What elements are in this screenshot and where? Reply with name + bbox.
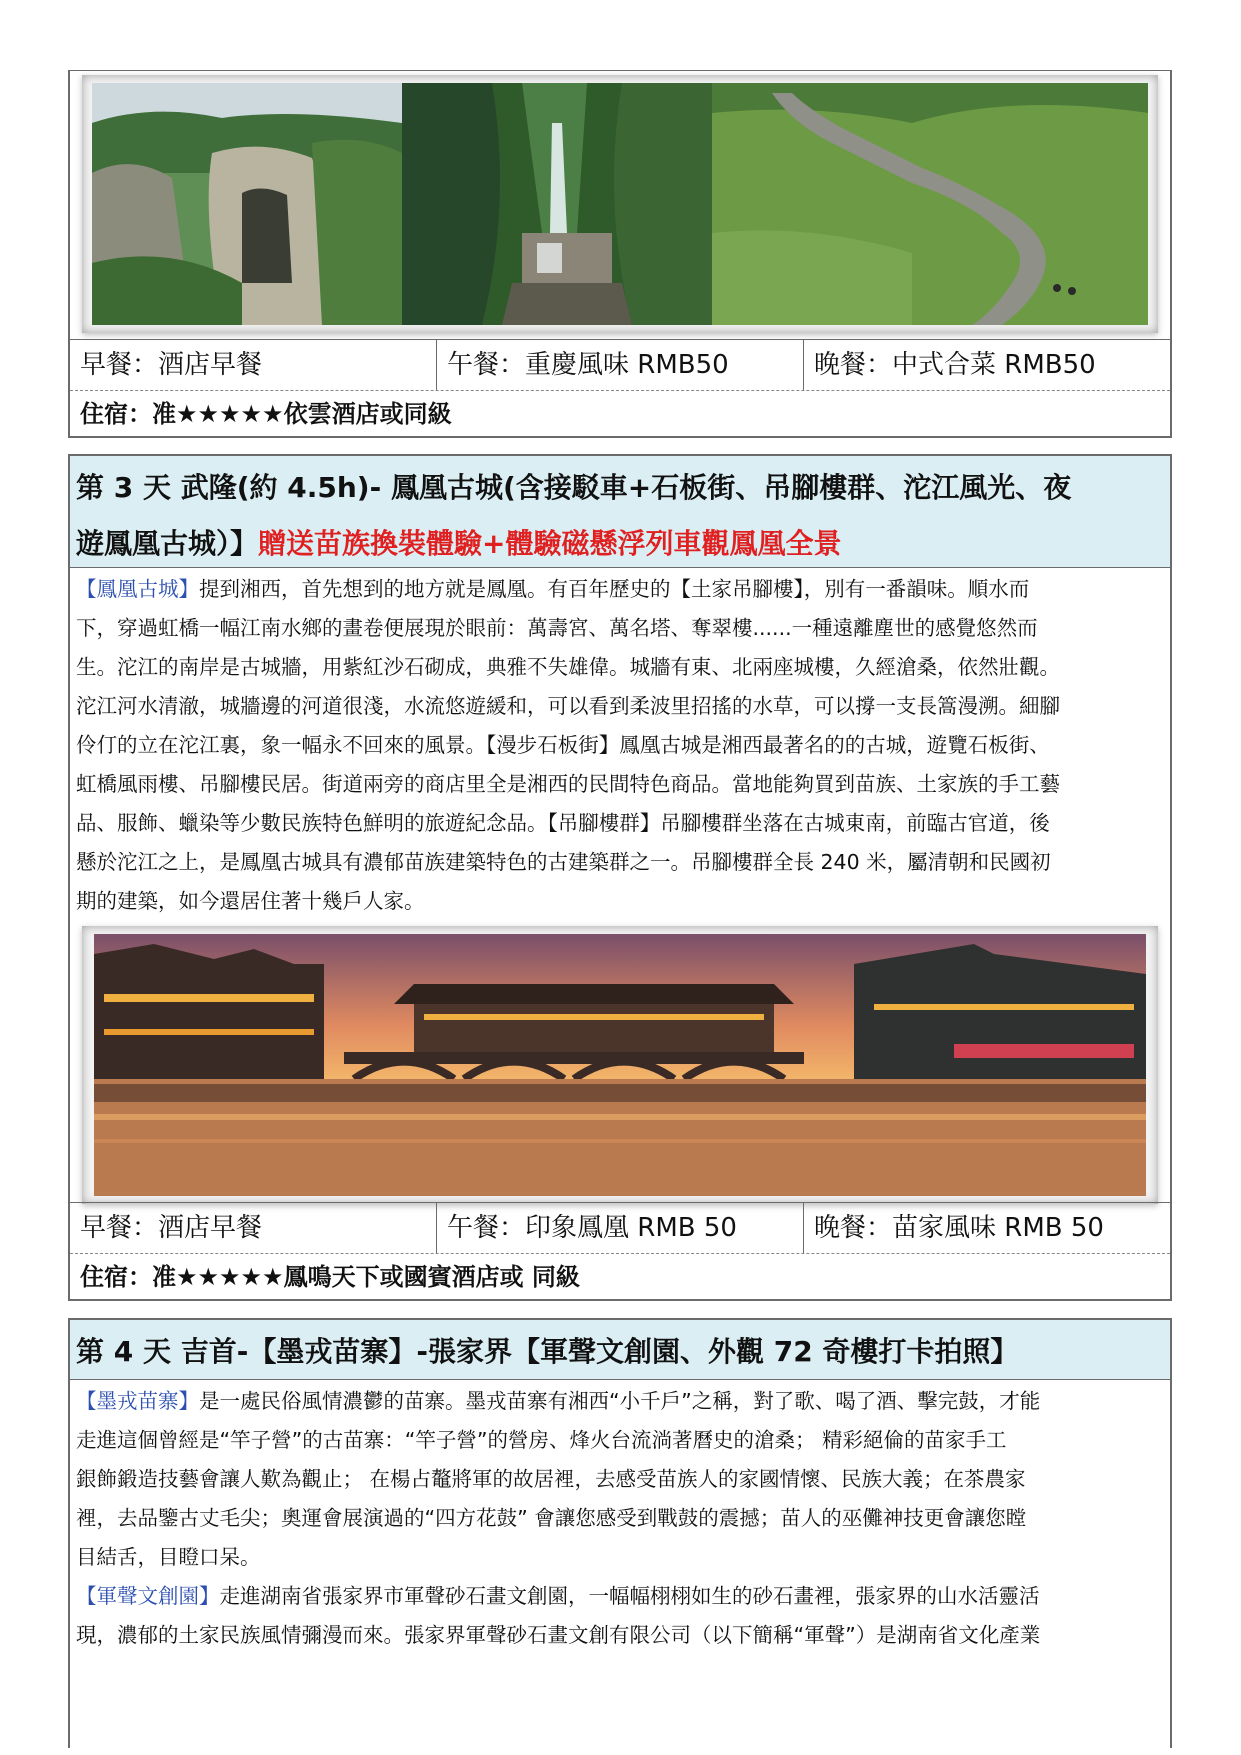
day2-accommodation: 住宿：准★★★★★依雲酒店或同級 xyxy=(80,400,452,428)
photo-canyon-waterfall xyxy=(402,83,712,325)
day4-line: 銀飾鍛造技藝會讓人歎為觀止； 在楊占鼇將軍的故居裡，去感受苗族人的家國情懷、民族大義；在茶農家 xyxy=(76,1467,1026,1491)
day2-photo-strip xyxy=(82,75,1158,333)
day3-line: 期的建築，如今還居住著十幾戶人家。 xyxy=(76,889,425,913)
day3-dinner: 晚餐：苗家風味 RMB 50 xyxy=(814,1213,1104,1243)
day3-title-gift: 贈送苗族換裝體驗+體驗磁懸浮列車觀鳳凰全景 xyxy=(258,527,842,560)
day4-header xyxy=(70,1320,1170,1380)
day3-title-line2 xyxy=(76,516,1164,572)
day3-photo-phoenix-night xyxy=(82,926,1158,1204)
day4-line: 走進這個曾經是“竿子營”的古苗寨：“竿子營”的營房、烽火台流淌著曆史的滄桑； 精彩絕倫的苗家手工 xyxy=(76,1428,1007,1452)
day2-lunch: 午餐：重慶風味 RMB50 xyxy=(437,340,804,390)
day2-meals-row xyxy=(70,339,1170,391)
day2-dinner: 晚餐：中式合菜 RMB50 xyxy=(814,350,1096,380)
tag-junsheng-creative-park: 【軍聲文創園】 xyxy=(76,1584,220,1608)
day3-breakfast: 早餐：酒店早餐 xyxy=(70,1203,437,1253)
day3-header xyxy=(70,456,1170,568)
day4-line: 現，濃郁的土家民族風情彌漫而來。張家界軍聲砂石畫文創有限公司（以下簡稱“軍聲”）是湖南省文化產業 xyxy=(76,1623,1041,1647)
day3-line: 沱江河水清澈，城牆邊的河道很淺，水流悠遊緩和，可以看到柔波里招搖的水草，可以撐一支長篙漫溯。細腳 xyxy=(76,694,1060,718)
photo-grassland-road xyxy=(712,83,1148,325)
tag-morong-miao-village: 【墨戎苗寨】 xyxy=(76,1389,199,1413)
day4-title: 第 4 天 吉首-【墨戎苗寨】-張家界【軍聲文創園、外觀 72 奇樓打卡拍照】 xyxy=(76,1335,1019,1368)
day3-line: 【鳳凰古城】提到湘西，首先想到的地方就是鳳凰。有百年歷史的【土家吊腳樓】，別有一番韻味。順水而 xyxy=(76,577,1030,601)
day4-line: 【墨戎苗寨】是一處民俗風情濃鬱的苗寨。墨戎苗寨有湘西“小千戶”之稱，對了歌、喝了酒、擊完鼓，才能 xyxy=(76,1389,1041,1413)
day3-line: 品、服飾、蠟染等少數民族特色鮮明的旅遊紀念品。【吊腳樓群】吊腳樓群坐落在古城東南，前臨古官道，後 xyxy=(76,811,1050,835)
day3-line: 下，穿過虹橋一幅江南水鄉的畫卷便展現於眼前：萬壽宮、萬名塔、奪翠樓......一種遠離塵世的感覺悠然而 xyxy=(76,616,1038,640)
day3-line: 生。沱江的南岸是古城牆，用紫紅沙石砌成，典雅不失雄偉。城牆有東、北兩座城樓，久經滄桑，依然壯觀。 xyxy=(76,655,1060,679)
day3-meals-row xyxy=(70,1202,1170,1254)
day3-accommodation: 住宿：准★★★★★鳳鳴天下或國賓酒店或 同級 xyxy=(80,1263,580,1291)
day4-line: 【軍聲文創園】走進湖南省張家界市軍聲砂石畫文創園，一幅幅栩栩如生的砂石畫裡，張家界的山水活靈活 xyxy=(76,1584,1040,1608)
day2-section xyxy=(68,70,1172,438)
day3-line: 懸於沱江之上，是鳳凰古城具有濃郁苗族建築特色的古建築群之一。吊腳樓群全長 240 米，屬清朝和民國初 xyxy=(76,850,1051,874)
tag-phoenix-old-town: 【鳳凰古城】 xyxy=(76,577,199,601)
day3-title-black: 遊鳳凰古城）】 xyxy=(76,527,259,560)
day4-line: 目結舌，目瞪口呆。 xyxy=(76,1545,261,1569)
photo-natural-bridge xyxy=(92,83,402,325)
day3-title-line1: 第 3 天 武隆(約 4.5h)- 鳳凰古城(含接駁車+石板街、吊腳樓群、沱江風光、夜 xyxy=(76,471,1072,504)
day4-line: 裡，去品鑒古丈毛尖；奧運會展演過的“四方花鼓” 會讓您感受到戰鼓的震撼；苗人的巫儺神技更會讓您瞠 xyxy=(76,1506,1027,1530)
photo-phoenix-town-sunset xyxy=(94,934,1146,1196)
day3-lunch: 午餐：印象鳳凰 RMB 50 xyxy=(437,1203,804,1253)
day4-section xyxy=(68,1318,1172,1748)
day3-line: 伶仃的立在沱江裏，象一幅永不回來的風景。【漫步石板街】鳳凰古城是湘西最著名的的古城，遊覽石板街、 xyxy=(76,733,1050,757)
day3-line: 虹橋風雨樓、吊腳樓民居。街道兩旁的商店里全是湘西的民間特色商品。當地能夠買到苗族、土家族的手工藝 xyxy=(76,772,1060,796)
day4-description xyxy=(76,1382,1164,1655)
day2-breakfast: 早餐：酒店早餐 xyxy=(70,340,437,390)
day3-description xyxy=(76,570,1164,921)
day3-section xyxy=(68,454,1172,1301)
